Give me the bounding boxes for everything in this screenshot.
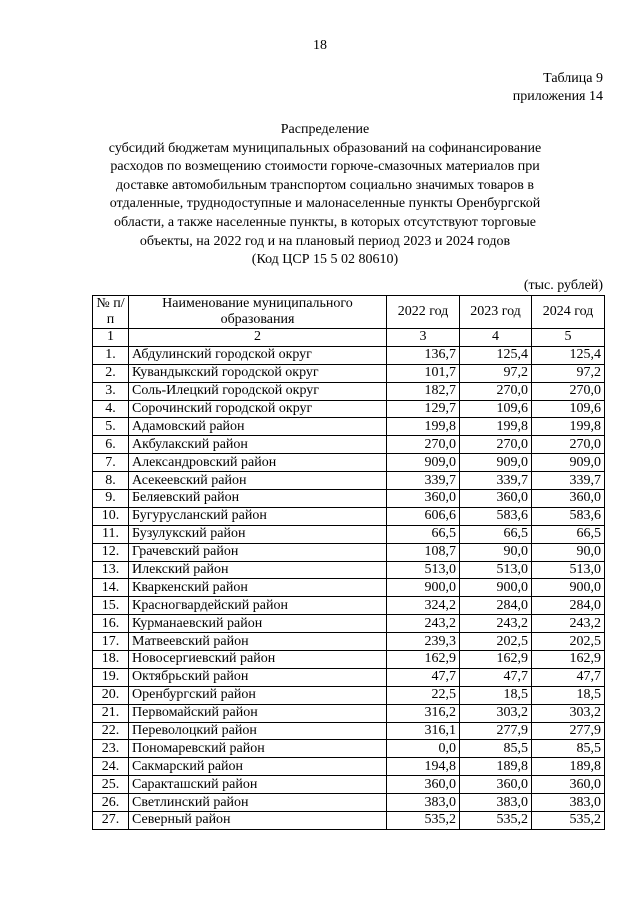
table-row [93,543,605,561]
value-2022: 513,0 [387,561,460,579]
page-number: 18 [313,38,327,53]
municipality-name: Бузулукский район [129,525,387,543]
municipality-name: Саракташский район [129,776,387,794]
value-2022: 243,2 [387,615,460,633]
table-row [93,579,605,597]
municipality-name: Бугурусланский район [129,507,387,525]
value-2022: 535,2 [387,812,460,830]
value-2024: 900,0 [532,579,605,597]
table-row [93,812,605,830]
municipality-name: Абдулинский городской округ [129,346,387,364]
row-number: 26. [93,794,129,812]
municipality-name: Переволоцкий район [129,722,387,740]
row-number: 14. [93,579,129,597]
value-2024: 583,6 [532,507,605,525]
row-number: 27. [93,812,129,830]
value-2023: 277,9 [460,722,532,740]
municipality-name: Александровский район [129,454,387,472]
table-row [93,490,605,508]
municipality-name: Оренбургский район [129,686,387,704]
table-row [93,615,605,633]
value-2023: 199,8 [460,418,532,436]
value-2023: 303,2 [460,704,532,722]
value-2023: 162,9 [460,651,532,669]
heading-body: субсидий бюджетам муниципальных образований на софинансирование расходов по возмещению стоимости горюче-смазочных материалов при доставке автомобильным транспортом социально значимых товаров в отдаленные, труднодоступные и малонаселенные пункты Оренбургской области, а также населенные пункты, в которых отсутствуют торговые объекты, на 2022 год и на плановый период 2023 и 2024 годов [108,140,542,249]
municipality-name: Октябрьский район [129,668,387,686]
row-number: 6. [93,436,129,454]
row-number: 12. [93,543,129,561]
value-2022: 270,0 [387,436,460,454]
value-2022: 22,5 [387,686,460,704]
value-2024: 125,4 [532,346,605,364]
row-number: 11. [93,525,129,543]
value-2024: 360,0 [532,776,605,794]
table-row [93,686,605,704]
municipality-name: Грачевский район [129,543,387,561]
municipality-name: Новосергиевский район [129,651,387,669]
value-2022: 900,0 [387,579,460,597]
table-header-row [93,296,605,329]
value-2023: 90,0 [460,543,532,561]
value-2022: 324,2 [387,597,460,615]
row-number: 5. [93,418,129,436]
row-number: 15. [93,597,129,615]
value-2022: 239,3 [387,633,460,651]
value-2022: 316,2 [387,704,460,722]
row-number: 21. [93,704,129,722]
value-2022: 162,9 [387,651,460,669]
column-index-row [93,329,605,347]
header-number: № п/п [93,296,129,329]
row-number: 19. [93,668,129,686]
value-2022: 0,0 [387,740,460,758]
value-2024: 109,6 [532,400,605,418]
value-2024: 270,0 [532,382,605,400]
value-2023: 270,0 [460,382,532,400]
value-2023: 109,6 [460,400,532,418]
value-2022: 360,0 [387,776,460,794]
value-2024: 243,2 [532,615,605,633]
table-row [93,704,605,722]
value-2022: 47,7 [387,668,460,686]
table-row [93,758,605,776]
row-number: 8. [93,472,129,490]
municipality-name: Акбулакский район [129,436,387,454]
table-body [93,346,605,829]
value-2022: 194,8 [387,758,460,776]
municipality-name: Кваркенский район [129,579,387,597]
municipality-name: Сорочинский городской округ [129,400,387,418]
value-2023: 97,2 [460,364,532,382]
value-2022: 199,8 [387,418,460,436]
table-row [93,794,605,812]
row-number: 1. [93,346,129,364]
table-row [93,633,605,651]
annex-appendix-number: приложения 14 [512,89,603,104]
row-number: 13. [93,561,129,579]
value-2022: 383,0 [387,794,460,812]
table-row [93,740,605,758]
table-row [93,346,605,364]
value-2023: 202,5 [460,633,532,651]
row-number: 7. [93,454,129,472]
value-2022: 136,7 [387,346,460,364]
value-2022: 182,7 [387,382,460,400]
row-number: 22. [93,722,129,740]
municipality-name: Адамовский район [129,418,387,436]
row-number: 17. [93,633,129,651]
column-index: 4 [460,329,532,347]
value-2024: 189,8 [532,758,605,776]
value-2022: 129,7 [387,400,460,418]
table-row [93,668,605,686]
header-year-2023: 2023 год [460,296,532,329]
row-number: 23. [93,740,129,758]
municipality-name: Матвеевский район [129,633,387,651]
value-2024: 277,9 [532,722,605,740]
value-2024: 383,0 [532,794,605,812]
municipality-name: Беляевский район [129,490,387,508]
value-2023: 383,0 [460,794,532,812]
value-2024: 66,5 [532,525,605,543]
value-2023: 189,8 [460,758,532,776]
value-2024: 360,0 [532,490,605,508]
municipality-name: Сакмарский район [129,758,387,776]
value-2024: 199,8 [532,418,605,436]
row-number: 25. [93,776,129,794]
row-number: 4. [93,400,129,418]
value-2024: 339,7 [532,472,605,490]
heading-code: (Код ЦСР 15 5 02 80610) [251,252,399,268]
value-2023: 900,0 [460,579,532,597]
table-row [93,597,605,615]
annex-table-number: Таблица 9 [543,71,603,86]
table-row [93,382,605,400]
column-index: 3 [387,329,460,347]
row-number: 9. [93,490,129,508]
value-2022: 108,7 [387,543,460,561]
annex-label [513,70,603,106]
value-2023: 360,0 [460,490,532,508]
column-index: 2 [129,329,387,347]
value-2023: 125,4 [460,346,532,364]
value-2024: 97,2 [532,364,605,382]
column-index: 5 [532,329,605,347]
value-2022: 101,7 [387,364,460,382]
table-row [93,776,605,794]
municipality-name: Светлинский район [129,794,387,812]
value-2024: 162,9 [532,651,605,669]
municipality-name: Северный район [129,812,387,830]
value-2024: 270,0 [532,436,605,454]
value-2023: 513,0 [460,561,532,579]
value-2024: 284,0 [532,597,605,615]
value-2023: 909,0 [460,454,532,472]
heading-title: Распределение [280,122,370,137]
table-row [93,561,605,579]
value-2022: 339,7 [387,472,460,490]
value-2022: 316,1 [387,722,460,740]
value-2023: 18,5 [460,686,532,704]
value-2024: 18,5 [532,686,605,704]
value-2024: 535,2 [532,812,605,830]
value-2023: 243,2 [460,615,532,633]
table-row [93,400,605,418]
row-number: 20. [93,686,129,704]
value-2023: 47,7 [460,668,532,686]
municipality-name: Соль-Илецкий городской округ [129,382,387,400]
value-2023: 270,0 [460,436,532,454]
municipality-name: Курманаевский район [129,615,387,633]
row-number: 3. [93,382,129,400]
value-2024: 47,7 [532,668,605,686]
table-row [93,525,605,543]
municipality-name: Пономаревский район [129,740,387,758]
row-number: 16. [93,615,129,633]
value-2023: 85,5 [460,740,532,758]
value-2024: 303,2 [532,704,605,722]
table-row [93,472,605,490]
value-2024: 90,0 [532,543,605,561]
value-2022: 66,5 [387,525,460,543]
value-2024: 909,0 [532,454,605,472]
municipality-name: Илекский район [129,561,387,579]
table-row [93,364,605,382]
value-2023: 284,0 [460,597,532,615]
subsidy-table [92,295,605,830]
value-2022: 360,0 [387,490,460,508]
header-municipality: Наименование муниципального образования [129,296,387,329]
column-index: 1 [93,329,129,347]
value-2022: 606,6 [387,507,460,525]
row-number: 18. [93,651,129,669]
row-number: 24. [93,758,129,776]
table-row [93,507,605,525]
table-row [93,722,605,740]
header-year-2024: 2024 год [532,296,605,329]
header-year-2022: 2022 год [387,296,460,329]
value-2023: 535,2 [460,812,532,830]
row-number: 2. [93,364,129,382]
value-2024: 202,5 [532,633,605,651]
value-2023: 339,7 [460,472,532,490]
table-row [93,454,605,472]
municipality-name: Красногвардейский район [129,597,387,615]
value-2023: 66,5 [460,525,532,543]
value-2024: 85,5 [532,740,605,758]
value-2024: 513,0 [532,561,605,579]
table-row [93,418,605,436]
municipality-name: Кувандыкский городской округ [129,364,387,382]
value-2023: 360,0 [460,776,532,794]
municipality-name: Первомайский район [129,704,387,722]
document-heading [90,121,560,270]
value-2023: 583,6 [460,507,532,525]
municipality-name: Асекеевский район [129,472,387,490]
table-row [93,436,605,454]
value-2022: 909,0 [387,454,460,472]
row-number: 10. [93,507,129,525]
units-label: (тыс. рублей) [523,278,603,293]
table-row [93,651,605,669]
